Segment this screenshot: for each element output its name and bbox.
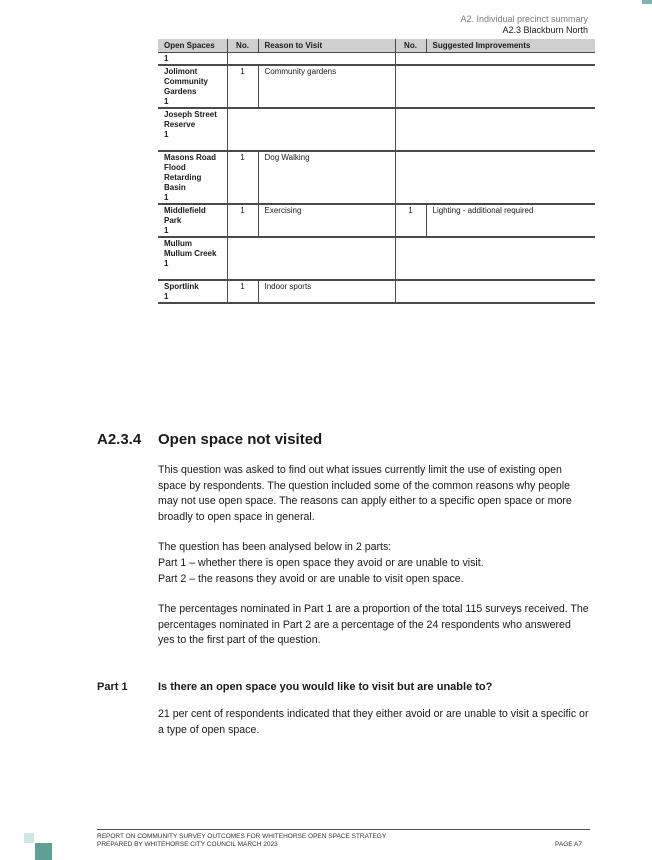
footer-report-title: REPORT ON COMMUNITY SURVEY OUTCOMES FOR WHITEHORSE OPEN SPACE STRATEGY bbox=[97, 833, 387, 840]
part2-description: Part 2 – the reasons they avoid or are unable to visit open space. bbox=[158, 573, 464, 585]
page-number: PAGE A7 bbox=[555, 841, 582, 848]
corner-accent bbox=[642, 0, 652, 4]
footer-square-light bbox=[24, 833, 34, 843]
table-row bbox=[158, 108, 595, 151]
col-open-spaces: Open Spaces bbox=[158, 39, 227, 53]
open-space-name: Masons Road Flood Retarding Basin bbox=[164, 153, 217, 192]
table-row bbox=[158, 204, 595, 237]
part1-description: Part 1 – whether there is open space they avoid or are unable to visit. bbox=[158, 556, 484, 569]
reason-no: 1 bbox=[227, 204, 258, 237]
row-count: 1 bbox=[158, 53, 227, 66]
row-count: 1 bbox=[164, 193, 169, 202]
section-title: Open space not visited bbox=[158, 431, 323, 448]
reason: Community gardens bbox=[258, 65, 395, 108]
improvement-no: 1 bbox=[395, 204, 426, 237]
col-improvements: Suggested Improvements bbox=[426, 39, 595, 53]
part1-question: Is there an open space you would like to visit but are unable to? bbox=[158, 681, 493, 693]
paragraph-text: This question was asked to find out what issues currently limit the use of existing open space by respondents. The question included some of the common reasons why people may not use open space. The reasons can apply either to a specific open space or more broadly to open space in general. bbox=[158, 464, 572, 523]
percentages-paragraph bbox=[158, 602, 590, 649]
table-row bbox=[158, 280, 595, 303]
paragraph-text: 21 per cent of respondents indicated that they either avoid or are unable to visit a specific or a type of open space. bbox=[158, 708, 589, 736]
open-space-name: Sportlink bbox=[164, 282, 199, 291]
open-space-name: Jolimont Community Gardens bbox=[164, 67, 208, 96]
reason: Dog Walking bbox=[258, 151, 395, 204]
footer-divider bbox=[97, 829, 590, 830]
row-count: 1 bbox=[164, 259, 169, 268]
part1-paragraph bbox=[158, 707, 590, 738]
row-count: 1 bbox=[164, 226, 169, 235]
reason-no: 1 bbox=[227, 151, 258, 204]
table-row bbox=[158, 237, 595, 280]
header-chapter: A2. Individual precinct summary bbox=[460, 14, 588, 24]
intro-paragraph bbox=[158, 463, 590, 525]
section-number: A2.3.4 bbox=[97, 431, 142, 448]
open-spaces-table bbox=[158, 39, 595, 304]
row-count: 1 bbox=[164, 292, 169, 301]
reason: Indoor sports bbox=[258, 280, 395, 303]
part1-label: Part 1 bbox=[97, 681, 128, 693]
header-section: A2.3 Blackburn North bbox=[502, 25, 588, 35]
row-count: 1 bbox=[164, 130, 169, 139]
table-row bbox=[158, 151, 595, 204]
analysis-parts bbox=[158, 540, 590, 588]
parts-intro: The question has been analysed below in 2 parts: bbox=[158, 541, 392, 553]
reason: Exercising bbox=[258, 204, 395, 237]
footer-square-dark bbox=[35, 843, 52, 860]
col-no-2: No. bbox=[395, 39, 426, 53]
paragraph-text: The percentages nominated in Part 1 are a proportion of the total 115 surveys received. The percentages nominated in Part 2 are a percentage of the 24 respondents who answered yes to the first part of the question. bbox=[158, 603, 589, 646]
footer-prepared-by: PREPARED BY WHITEHORSE CITY COUNCIL MARCH 2023 bbox=[97, 841, 278, 848]
footer-text bbox=[97, 833, 386, 849]
col-reason: Reason to Visit bbox=[258, 39, 395, 53]
open-space-name: Joseph Street Reserve bbox=[164, 110, 217, 129]
col-no: No. bbox=[227, 39, 258, 53]
open-space-name: Mullum Mullum Creek bbox=[164, 239, 217, 258]
table-header-row bbox=[158, 39, 595, 53]
row-count: 1 bbox=[164, 97, 169, 106]
improvement: Lighting - additional required bbox=[426, 204, 595, 237]
reason-no: 1 bbox=[227, 65, 258, 108]
reason-no: 1 bbox=[227, 280, 258, 303]
table-row bbox=[158, 53, 595, 66]
open-space-name: Middlefield Park bbox=[164, 206, 206, 225]
table-row bbox=[158, 65, 595, 108]
running-header bbox=[460, 14, 588, 36]
